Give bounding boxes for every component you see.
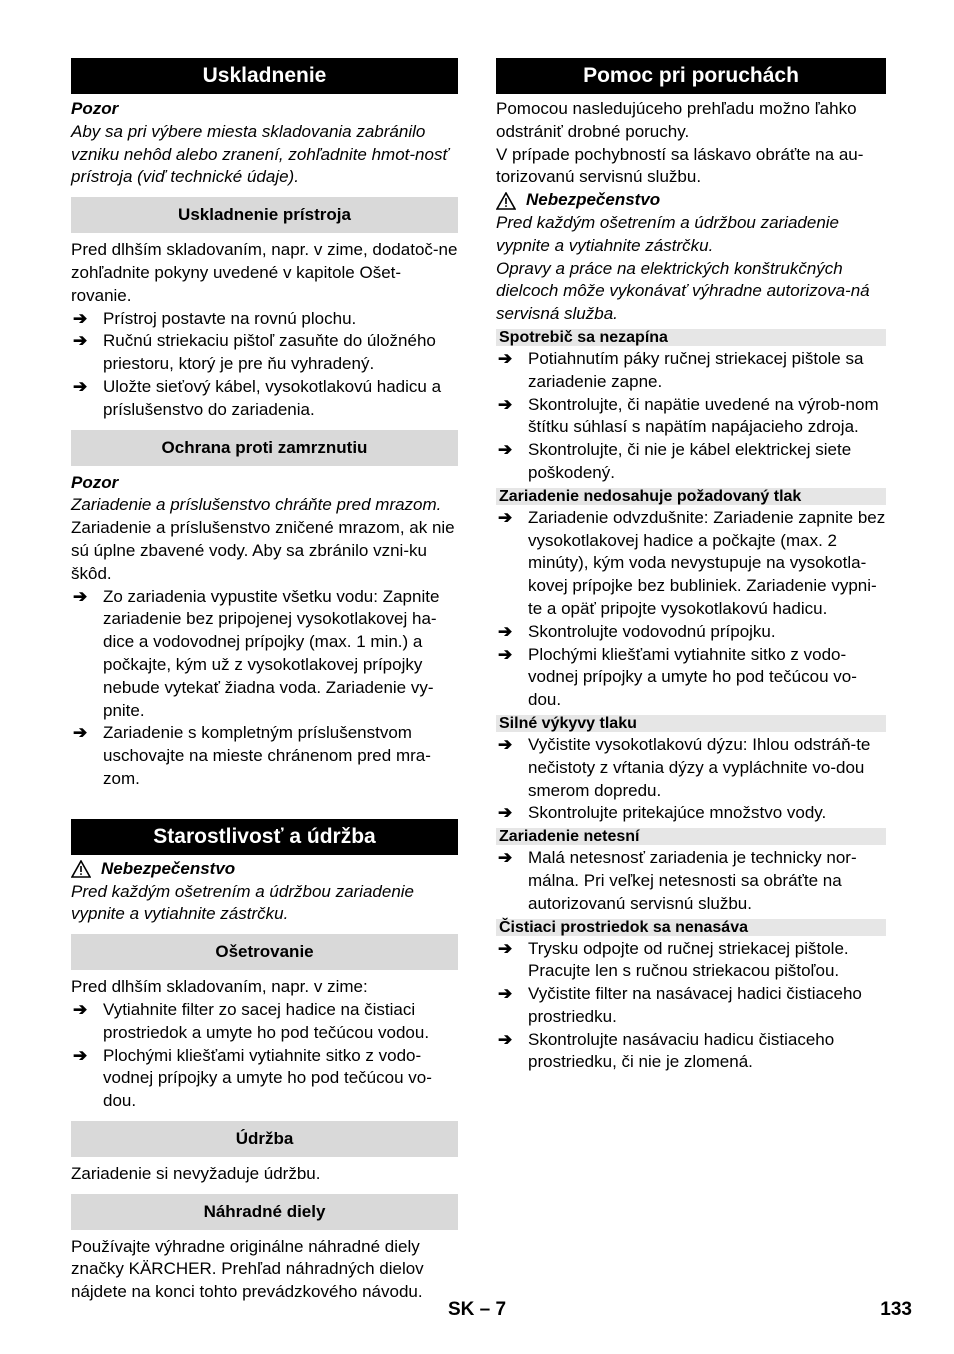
arrow-right-icon: ➔ — [73, 376, 88, 396]
caution-text: Zariadenie a príslušenstvo chráňte pred mrazom. — [71, 495, 442, 515]
subsection-title-nahradne-diely: Náhradné diely — [71, 1194, 458, 1230]
list-item: ➔ Trysku odpojte od ručnej striekacej pištole. Pracujte len s ručnou striekacou pištoľou. — [498, 938, 849, 981]
arrow-right-icon: ➔ — [498, 938, 513, 958]
page-number: 133 — [880, 1299, 912, 1320]
maintenance-text: Zariadenie si nevyžaduje údržbu. — [71, 1163, 321, 1183]
arrow-right-icon: ➔ — [498, 348, 513, 368]
arrow-right-icon: ➔ — [498, 1029, 513, 1049]
list-item: ➔ Skontrolujte, či napätie uvedené na výrob-nom štítku súhlasí s napätím napájacieho zdroja. — [498, 394, 879, 437]
right-column — [496, 58, 886, 1074]
trouble-steps — [496, 847, 886, 915]
warning-triangle-icon — [496, 192, 516, 210]
list-item: ➔ Zo zariadenia vypustite všetku vodu: Zapnite zariadenie bez pripojenej vysokotlakovej ha-dice a vodovodnej prípojky (max. 1 min.) a počkajte, kým už z vysokotlakovej prípojky nebude vytekať žiadna voda. Zariadenie vy-pnite. — [73, 586, 440, 720]
subsection-title-osetrovanie: Ošetrovanie — [71, 934, 458, 970]
list-item: ➔ Vyčistite filter na nasávacej hadici čistiaceho prostriedku. — [498, 984, 862, 1026]
list-item: ➔ Zariadenie s kompletným príslušenstvom uschovajte na mieste chránenom pred mra-zom. — [73, 723, 431, 788]
list-item: ➔ Vytiahnite filter zo sacej hadice na čistiaci prostriedok a umyte ho pod tečúcou vodou. — [73, 999, 430, 1042]
arrow-right-icon: ➔ — [73, 586, 88, 606]
danger-text-2: Opravy a práce na elektrických konštrukčných dielcoch môže vykonávať výhradne autorizova-ná servisná služba. — [496, 258, 870, 324]
storage-steps — [71, 308, 458, 422]
storage-intro: Pred dlhším skladovaním, napr. v zime, dodatoč-ne zohľadnite pokyny uvedené v kapitole Ošet-rovanie. — [71, 240, 458, 305]
troubleshoot-intro-1: Pomocou nasledujúceho prehľadu možno ľahko odstrániť drobné poruchy. — [496, 99, 857, 141]
arrow-right-icon: ➔ — [498, 848, 513, 868]
danger-text: Pred každým ošetrením a údržbou zariadenie vypnite a vytiahnite zástrčku. — [71, 881, 415, 924]
care-steps — [71, 999, 458, 1113]
arrow-right-icon: ➔ — [73, 308, 88, 328]
spare-parts-text: Používajte výhradne originálne náhradné diely značky KÄRCHER. Prehľad náhradných dielov nájdete na konci tohto prevádzkového návodu. — [71, 1236, 424, 1302]
page-footer-label: SK – 7 — [447, 1299, 507, 1320]
frost-steps — [71, 586, 458, 791]
caution-label: Pozor — [71, 99, 119, 118]
caution-text: Aby sa pri výbere miesta skladovania zabránilo vzniku nehôd alebo zranení, zohľadnite hmot-nosť prístroja (viď technické údaje). — [71, 121, 449, 187]
left-column — [71, 58, 458, 1304]
list-item: ➔ Plochými kliešťami vytiahnite sitko z vodo-vodnej prípojky a umyte ho pod tečúcou vo-dou. — [498, 644, 857, 710]
frost-text: Zariadenie a príslušenstvo zničené mrazom, ak nie sú úplne zbavené vody. Aby sa zbránilo vzni-ku škôd. — [71, 518, 455, 583]
arrow-right-icon: ➔ — [498, 734, 513, 754]
trouble-heading: Zariadenie netesní — [496, 828, 886, 845]
arrow-right-icon: ➔ — [73, 331, 88, 351]
list-item: ➔ Potiahnutím páky ručnej striekacej pištole sa zariadenie zapne. — [498, 348, 864, 391]
danger-heading — [496, 189, 886, 212]
danger-heading — [71, 858, 458, 881]
danger-label: Nebezpečenstvo — [101, 858, 236, 878]
list-item: ➔ Vyčistite vysokotlakovú dýzu: Ihlou odstráň-te nečistoty z vŕtania dýzy a vypláchnite vo-dou smerom dopredu. — [498, 734, 871, 800]
troubleshoot-sections — [496, 329, 886, 1074]
list-item: ➔ Skontrolujte, či nie je kábel elektrickej siete poškodený. — [498, 440, 852, 482]
trouble-steps — [496, 348, 886, 485]
list-item: ➔ Plochými kliešťami vytiahnite sitko z vodo-vodnej prípojky a umyte ho pod tečúcou vo-dou. — [73, 1045, 432, 1111]
arrow-right-icon: ➔ — [498, 984, 513, 1004]
trouble-steps — [496, 734, 886, 825]
arrow-right-icon: ➔ — [498, 644, 513, 664]
danger-text-1: Pred každým ošetrením a údržbou zariadenie vypnite a vytiahnite zástrčku. — [496, 212, 840, 255]
section-title-pomoc: Pomoc pri poruchách — [496, 58, 886, 94]
trouble-steps — [496, 507, 886, 712]
arrow-right-icon: ➔ — [73, 723, 88, 743]
list-item: ➔ Uložte sieťový kábel, vysokotlakovú hadicu a príslušenstvo do zariadenia. — [73, 376, 442, 419]
trouble-heading: Zariadenie nedosahuje požadovaný tlak — [496, 488, 886, 505]
list-item: ➔ Skontrolujte vodovodnú prípojku. — [496, 621, 886, 644]
trouble-heading: Silné výkyvy tlaku — [496, 715, 886, 732]
arrow-right-icon: ➔ — [498, 507, 513, 527]
arrow-right-icon: ➔ — [498, 440, 513, 460]
arrow-right-icon: ➔ — [498, 621, 513, 641]
warning-triangle-icon — [71, 860, 91, 878]
trouble-heading: Spotrebič sa nezapína — [496, 329, 886, 346]
list-item: ➔ Skontrolujte nasávaciu hadicu čistiaceho prostriedku, či nie je zlomená. — [498, 1029, 835, 1072]
care-intro: Pred dlhším skladovaním, napr. v zime: — [71, 977, 368, 997]
section-title-uskladnenie: Uskladnenie — [71, 58, 458, 94]
subsection-title-udrzba: Údržba — [71, 1121, 458, 1157]
trouble-steps — [496, 938, 886, 1075]
list-item: ➔ Ručnú striekaciu pištoľ zasuňte do úložného priestoru, ktorý je pre ňu vyhradený. — [73, 331, 436, 374]
list-item: ➔ Skontrolujte pritekajúce množstvo vody. — [496, 802, 886, 825]
troubleshoot-intro-2: V prípade pochybností sa láskavo obráťte na au-torizovanú servisnú službu. — [496, 144, 864, 187]
subsection-title-uskladnenie-pristroja: Uskladnenie prístroja — [71, 197, 458, 233]
caution-label: Pozor — [71, 472, 119, 492]
arrow-right-icon: ➔ — [498, 394, 513, 414]
trouble-heading: Čistiaci prostriedok sa nenasáva — [496, 919, 886, 936]
list-item: ➔ Zariadenie odvzdušnite: Zariadenie zapnite bez vysokotlakovej hadice a počkajte (max. 2 minúty), kým voda nevystupuje na vysokotla-kovej prípojke bez bubliniek. Zariadenie vypni-te a opäť pripojte vysokotlakovú hadicu. — [498, 507, 886, 618]
list-item: ➔ Prístroj postavte na rovnú plochu. — [71, 308, 458, 331]
arrow-right-icon: ➔ — [73, 1045, 88, 1065]
danger-label: Nebezpečenstvo — [526, 190, 661, 210]
list-item: ➔ Malá netesnosť zariadenia je technicky nor-málna. Pri veľkej netesnosti sa obráťte na autorizovanú servisnú službu. — [498, 848, 857, 913]
arrow-right-icon: ➔ — [498, 803, 513, 823]
arrow-right-icon: ➔ — [73, 999, 88, 1019]
subsection-title-ochrana: Ochrana proti zamrznutiu — [71, 430, 458, 466]
section-title-starostlivost: Starostlivosť a údržba — [71, 819, 458, 855]
